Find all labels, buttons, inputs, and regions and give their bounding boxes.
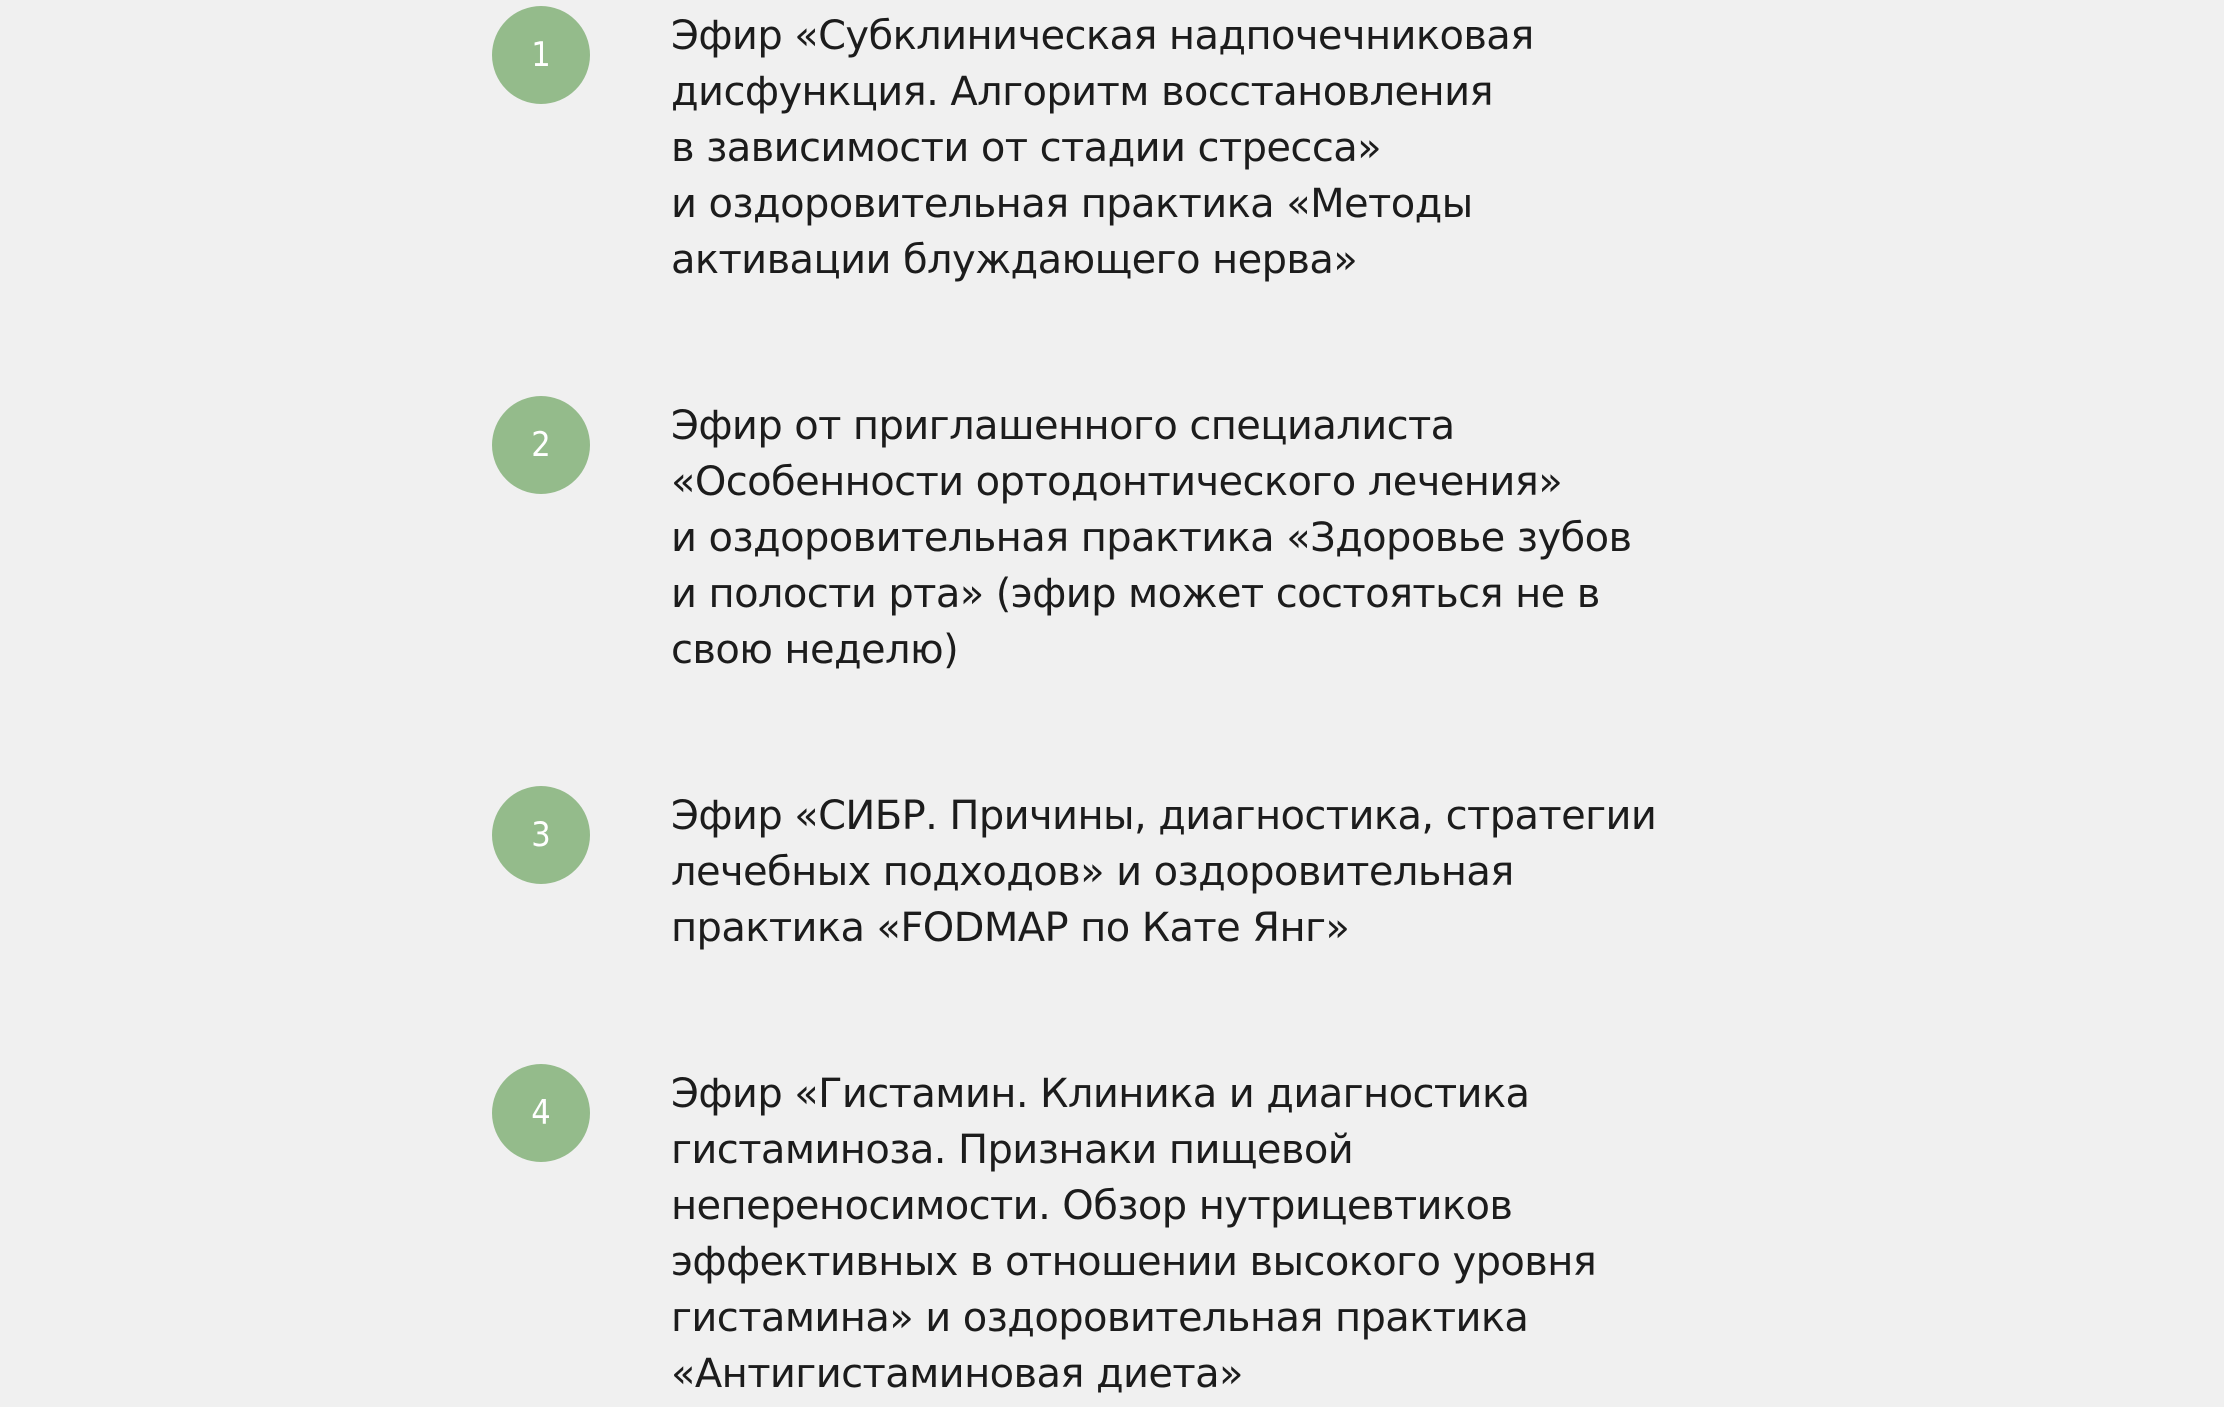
item-text: Эфир от приглашенного специалиста «Особенности ортодонтического лечения» и оздоровительная практика «Здоровье зубов и полости рта» (эфир может состояться не в свою неделю) bbox=[671, 403, 1632, 673]
item-number-badge: 4 bbox=[492, 1064, 590, 1162]
item-number-badge: 2 bbox=[492, 396, 590, 494]
item-text: Эфир «Субклиническая надпочечниковая дисфункция. Алгоритм восстановления в зависимости от стадии стресса» и оздоровительная практика «Методы активации блуждающего нерва» bbox=[671, 13, 1534, 283]
item-number-badge: 1 bbox=[492, 6, 590, 104]
item-text: Эфир «СИБР. Причины, диагностика, стратегии лечебных подходов» и оздоровительная практика «FODMAP по Кате Янг» bbox=[671, 793, 1657, 951]
item-number-badge: 3 bbox=[492, 786, 590, 884]
item-text: Эфир «Гистамин. Клиника и диагностика гистаминоза. Признаки пищевой непереносимости. Обзор нутрицевтиков эффективных в отношении высокого уровня гистамина» и оздоровительная практика «Антигистаминовая диета» bbox=[671, 1071, 1597, 1397]
